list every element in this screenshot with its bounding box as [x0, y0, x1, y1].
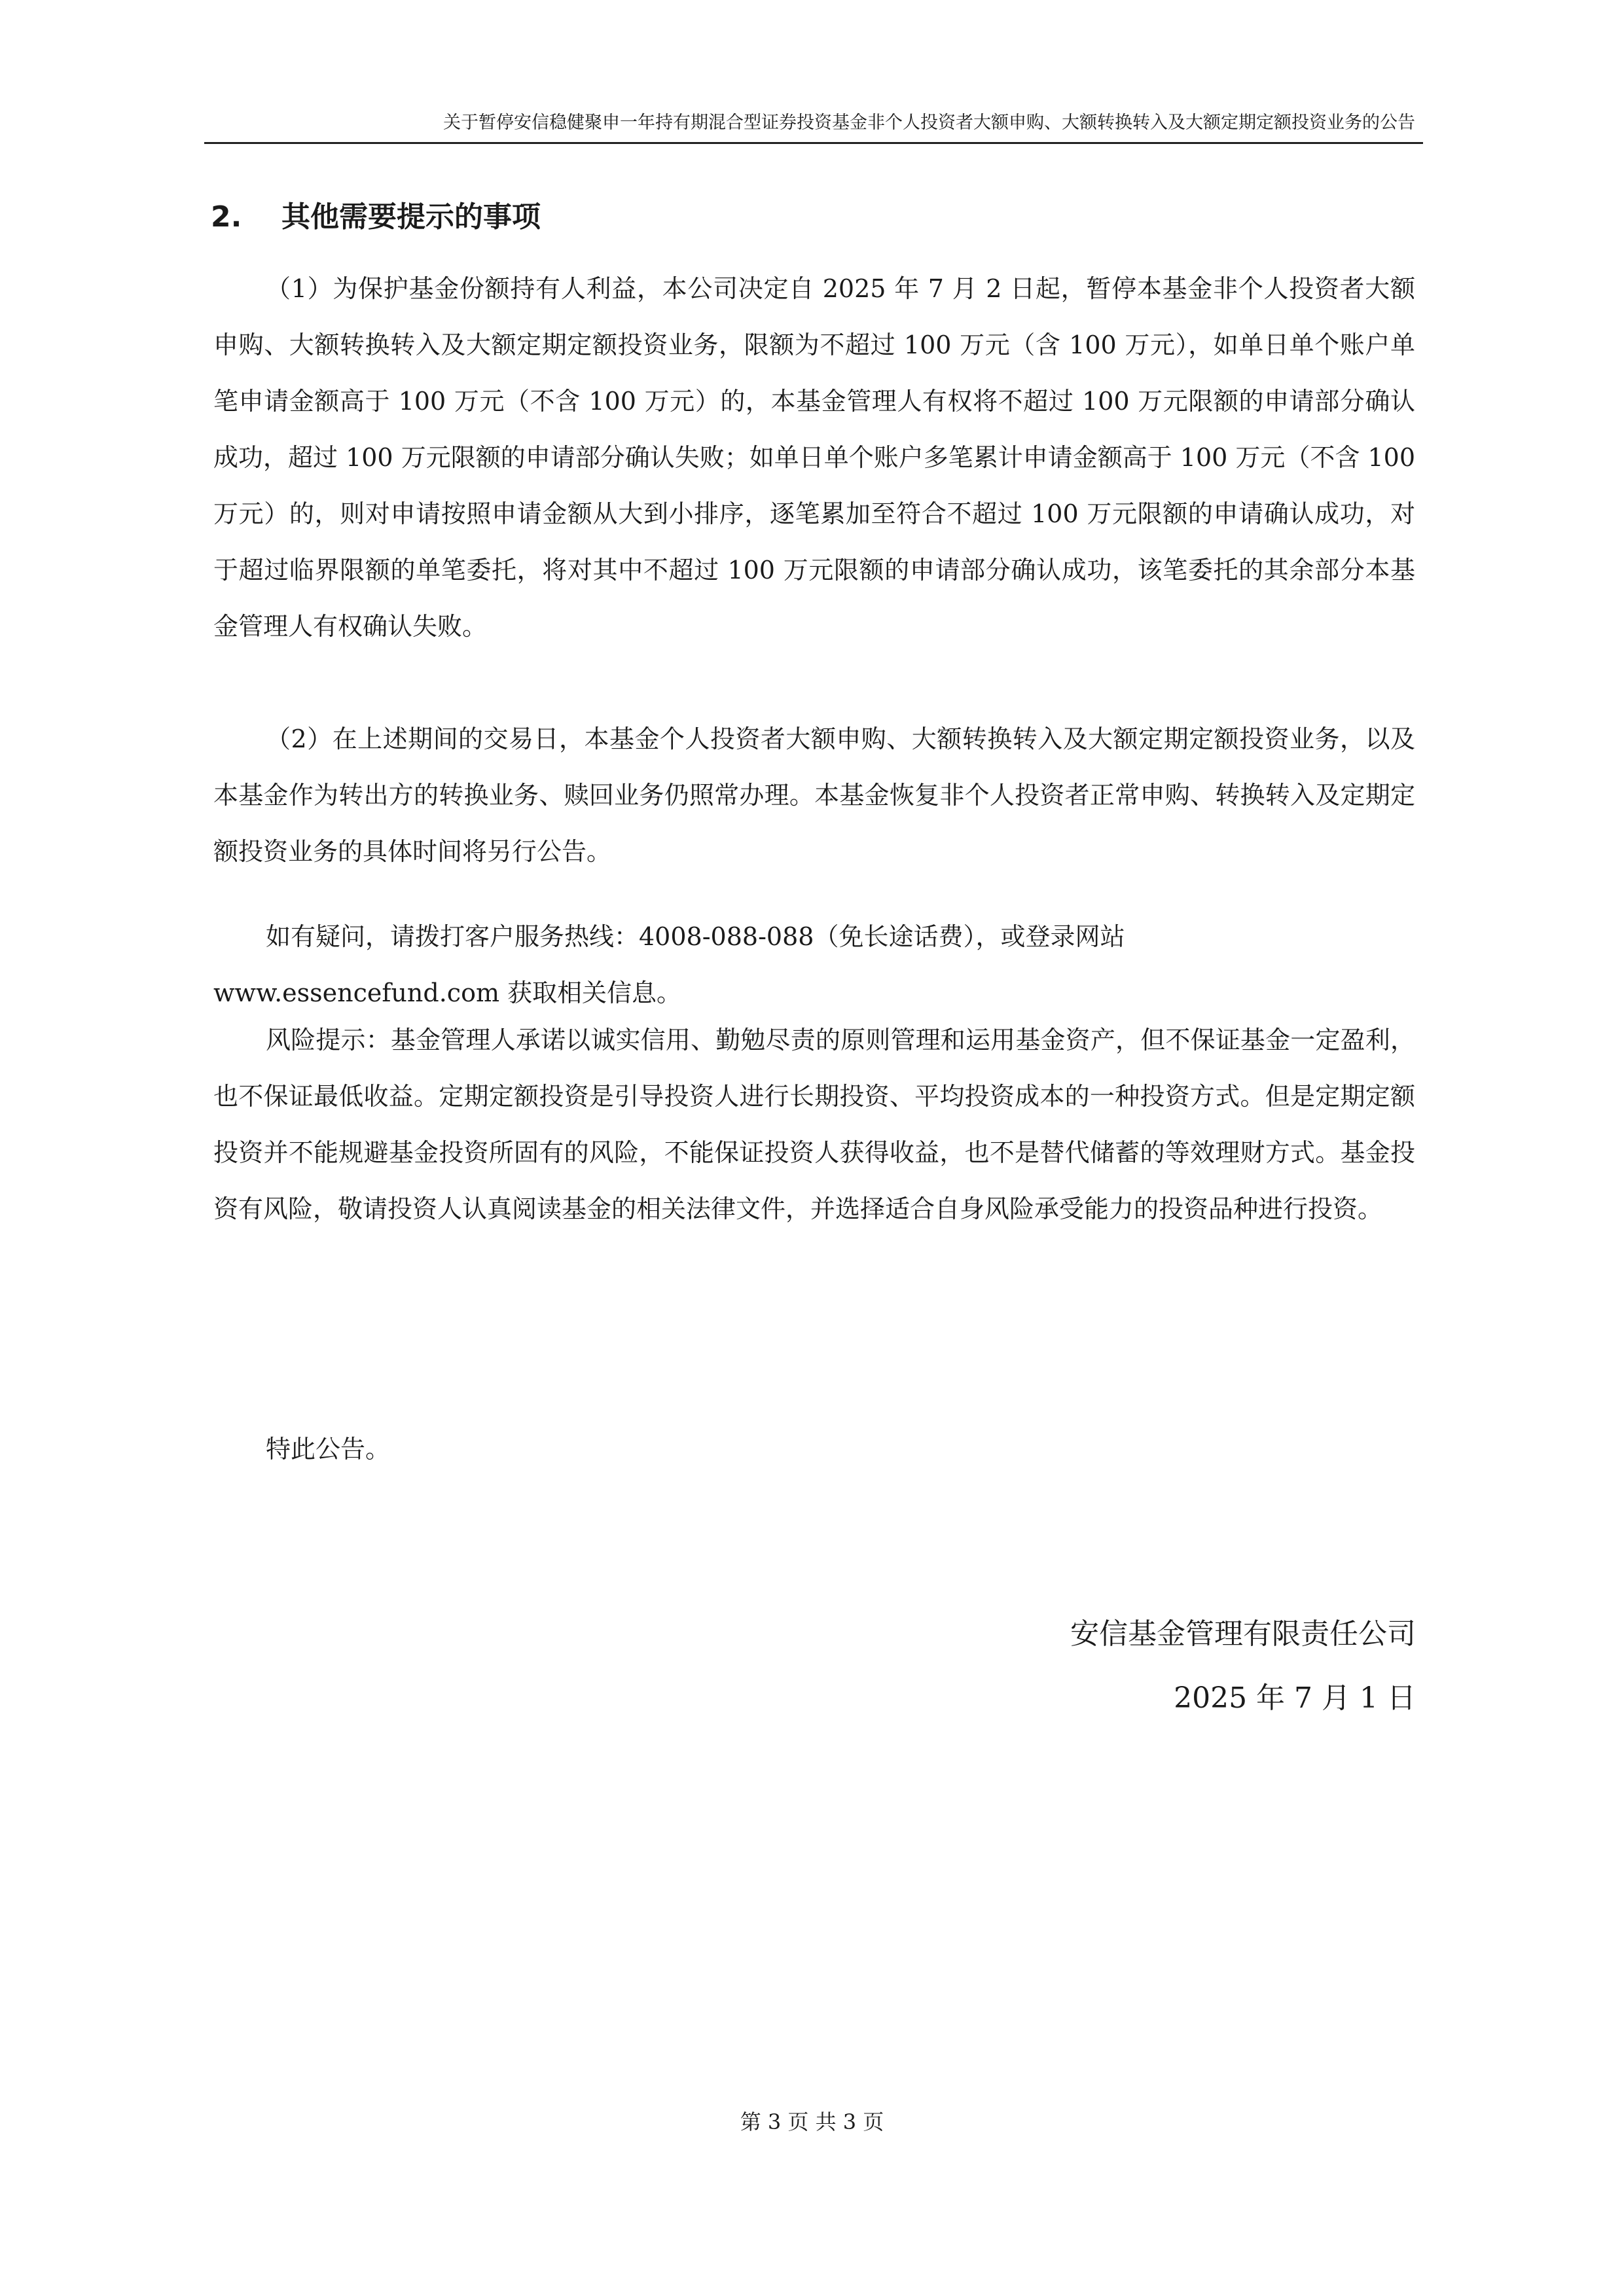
page-number: 第 3 页 共 3 页	[740, 2109, 884, 2134]
section-heading	[211, 198, 541, 237]
signature-company: 安信基金管理有限责任公司	[1070, 1617, 1416, 1651]
contact-line-1: 如有疑问，请拨打客户服务热线：4008-088-088（免长途话费），或登录网站	[266, 922, 1125, 951]
section-title: 其他需要提示的事项	[281, 200, 541, 234]
section-number: 2.	[211, 200, 242, 234]
contact-line-2: www.essencefund.com 获取相关信息。	[213, 978, 682, 1007]
closing-statement: 特此公告。	[266, 1435, 391, 1463]
signature-date: 2025 年 7 月 1 日	[1174, 1681, 1416, 1715]
header-divider	[204, 142, 1423, 144]
paragraph-risk-warning: 风险提示：基金管理人承诺以诚实信用、勤勉尽责的原则管理和运用基金资产，但不保证基金一定盈利，也不保证最低收益。定期定额投资是引导投资人进行长期投资、平均投资成本的一种投资方式。但是定期定额投资并不能规避基金投资所固有的风险，不能保证投资人获得收益，也不是替代储蓄的等效理财方式。基金投资有风险，敬请投资人认真阅读基金的相关法律文件，并选择适合自身风险承受能力的投资品种进行投资。	[213, 1026, 1415, 1223]
document-header-title: 关于暂停安信稳健聚申一年持有期混合型证券投资基金非个人投资者大额申购、大额转换转入及大额定期定额投资业务的公告	[443, 113, 1415, 133]
paragraph-limit-rules: （1）为保护基金份额持有人利益，本公司决定自 2025 年 7 月 2 日起，暂停本基金非个人投资者大额申购、大额转换转入及大额定期定额投资业务，限额为不超过 100 万元（含 100 万元），如单日单个账户单笔申请金额高于 100 万元（不含 100 万元）的，本基金管理人有权将不超过 100 万元限额的申请部分确认成功，超过 100 万元限额的申请部分确认失败；如单日单个账户多笔累计申请金额高于 100 万元（不含 100 万元）的，则对申请按照申请金额从大到小排序，逐笔累加至符合不超过 100 万元限额的申请确认成功，对于超过临界限额的单笔委托，将对其中不超过 100 万元限额的申请部分确认成功，该笔委托的其余部分本基金管理人有权确认失败。	[213, 274, 1415, 641]
paragraph-normal-business: （2）在上述期间的交易日，本基金个人投资者大额申购、大额转换转入及大额定期定额投资业务，以及本基金作为转出方的转换业务、赎回业务仍照常办理。本基金恢复非个人投资者正常申购、转换转入及定期定额投资业务的具体时间将另行公告。	[213, 725, 1415, 866]
